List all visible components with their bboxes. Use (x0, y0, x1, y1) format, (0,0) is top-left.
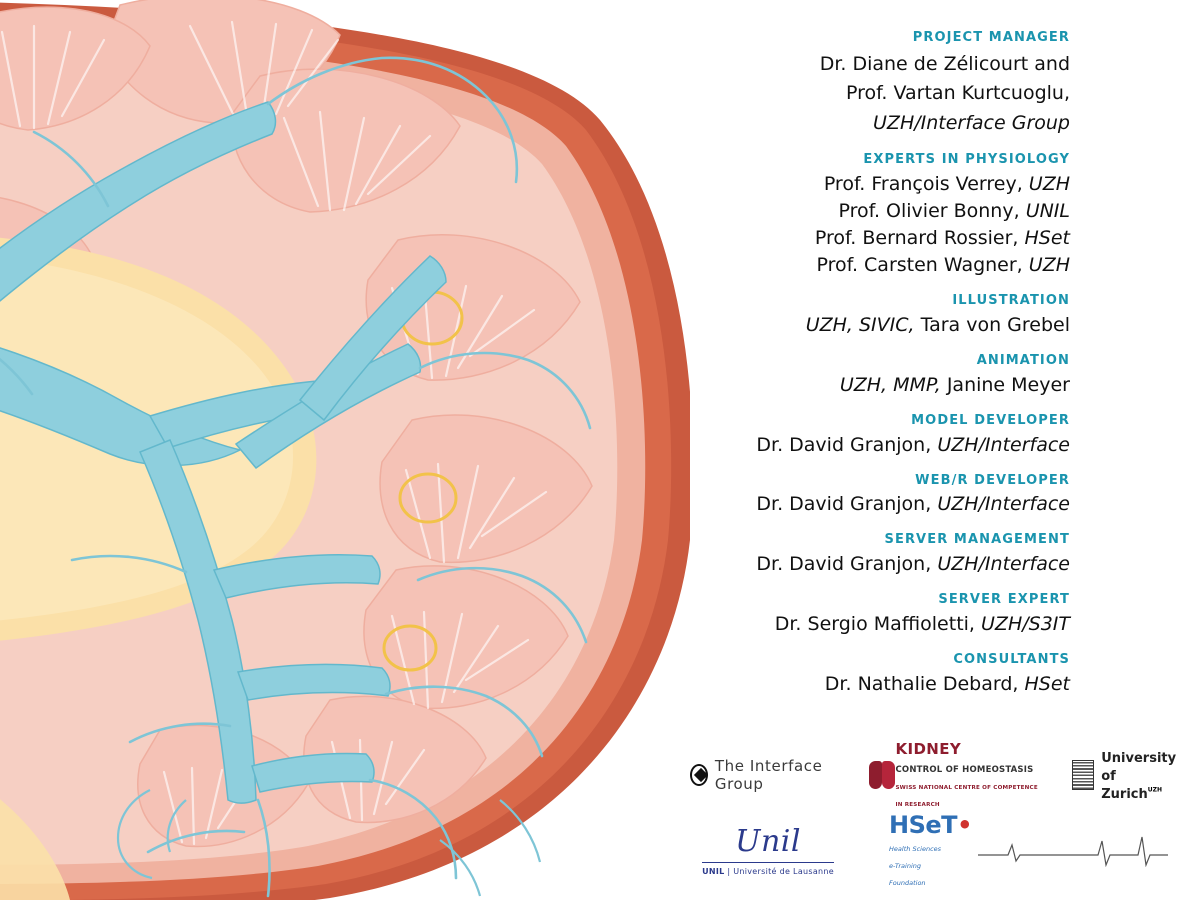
unil-subtitle-rest: | Université de Lausanne (724, 866, 835, 876)
credit-line (690, 491, 1070, 518)
credit-org: UZH/Interface (937, 493, 1070, 516)
kidney-nccr-line3: SWISS NATIONAL CENTRE OF COMPETENCE IN RESEARCH (895, 785, 1038, 809)
credit-line (690, 611, 1070, 638)
credit-name: Janine Meyer (940, 373, 1070, 396)
credit-org: UZH/Interface Group (873, 111, 1070, 134)
logo-uzh[interactable] (1072, 748, 1180, 803)
uzh-text (1101, 748, 1180, 803)
kidney-shape-icon (869, 760, 889, 790)
credit-name: Dr. Diane de Zélicourt and (819, 52, 1070, 75)
logo-row-secondary (690, 811, 1180, 887)
credit-line (690, 551, 1070, 578)
credit-name: Tara von Grebel (914, 313, 1070, 336)
credit-org: UZH, MMP, (839, 373, 941, 396)
credit-org: UZH/Interface (937, 433, 1070, 456)
credit-role: SERVER EXPERT (938, 592, 1070, 608)
interface-group-label: The Interface Group (714, 757, 823, 793)
logo-interface-group[interactable] (690, 757, 839, 793)
credit-name: Dr. David Granjon, (756, 553, 932, 576)
credit-role: ANIMATION (976, 352, 1070, 368)
credit-role: EXPERTS IN PHYSIOLOGY (863, 152, 1070, 168)
credit-role: ILLUSTRATION (952, 292, 1070, 308)
interface-group-mark-icon (690, 764, 708, 786)
credit-block-experts-in-physiology (690, 152, 1070, 279)
credit-role: WEB/R DEVELOPER (915, 472, 1070, 488)
credit-line (690, 252, 1070, 279)
credit-name: Prof. Olivier Bonny, (838, 200, 1020, 223)
uzh-line2: Zurich (1101, 787, 1148, 803)
unil-subtitle-bold: UNIL (702, 866, 725, 876)
credit-line (690, 225, 1070, 252)
credit-block-consultants (690, 652, 1070, 698)
credit-org: UZH (1028, 173, 1070, 196)
logo-row-primary (690, 740, 1180, 810)
kidney-nccr-line2: CONTROL OF HOMEOSTASIS (895, 764, 1034, 775)
credit-role: PROJECT MANAGER (912, 30, 1070, 45)
uzh-line1: University of (1101, 750, 1177, 784)
credit-block-model-developer (690, 413, 1070, 459)
credit-line (690, 50, 1070, 79)
uzh-crest-icon (1072, 760, 1094, 790)
credit-block-illustration (690, 293, 1070, 339)
credit-name: Prof. François Verrey, (823, 173, 1023, 196)
credit-org: UZH/S3IT (981, 613, 1070, 636)
unil-wordmark: Unil (735, 823, 801, 859)
kidney-nccr-line1: KIDNEY (895, 740, 962, 759)
credit-role: SERVER MANAGEMENT (884, 532, 1070, 548)
credit-name: Prof. Bernard Rossier, (814, 227, 1019, 250)
logo-strip (690, 740, 1180, 890)
credit-line (690, 372, 1070, 399)
credit-name: Prof. Carsten Wagner, (816, 254, 1023, 276)
credit-line (690, 312, 1070, 339)
credit-org: UNIL (1025, 200, 1070, 223)
credit-name: Dr. David Granjon, (756, 433, 932, 456)
credit-line (690, 432, 1070, 459)
credit-line (690, 171, 1070, 198)
credit-block-server-expert (690, 592, 1070, 638)
hset-text (889, 813, 972, 889)
uzh-superscript: UZH (1147, 786, 1163, 794)
credits-list (690, 30, 1170, 712)
hset-wordmark: HSeT• (889, 811, 972, 840)
credit-role: CONSULTANTS (953, 652, 1070, 668)
credit-line (690, 198, 1070, 225)
credit-line (690, 671, 1070, 698)
credit-org: HSet (1024, 673, 1070, 696)
credit-block-server-management (690, 532, 1070, 578)
hset-ecg-icon (978, 835, 1168, 867)
credit-name: Dr. Nathalie Debard, (824, 673, 1019, 696)
kidney-nccr-text (895, 740, 1042, 809)
logo-kidney-nccr[interactable] (869, 740, 1042, 809)
credit-org: HSet (1024, 227, 1070, 250)
credit-role: MODEL DEVELOPER (911, 412, 1070, 428)
credit-org: UZH/Interface (937, 553, 1070, 576)
credit-name: Prof. Vartan Kurtcuoglu, (845, 82, 1070, 105)
unil-divider (702, 862, 834, 863)
credit-org: UZH (1028, 254, 1070, 276)
hset-subtitle: Health Sciences e-Training Foundation (889, 845, 942, 887)
unil-subtitle (702, 867, 834, 876)
credit-line (690, 109, 1070, 138)
credit-block-project-manager (690, 30, 1070, 138)
credit-name: Dr. Sergio Maffioletti, (774, 613, 975, 636)
credit-org: UZH, SIVIC, (805, 313, 915, 336)
logo-unil[interactable] (702, 823, 835, 876)
credit-block-web-r-developer (690, 473, 1070, 519)
credit-name: Dr. David Granjon, (756, 493, 932, 516)
credit-block-animation (690, 353, 1070, 399)
credit-line (690, 79, 1070, 108)
logo-hset[interactable] (889, 813, 1168, 889)
